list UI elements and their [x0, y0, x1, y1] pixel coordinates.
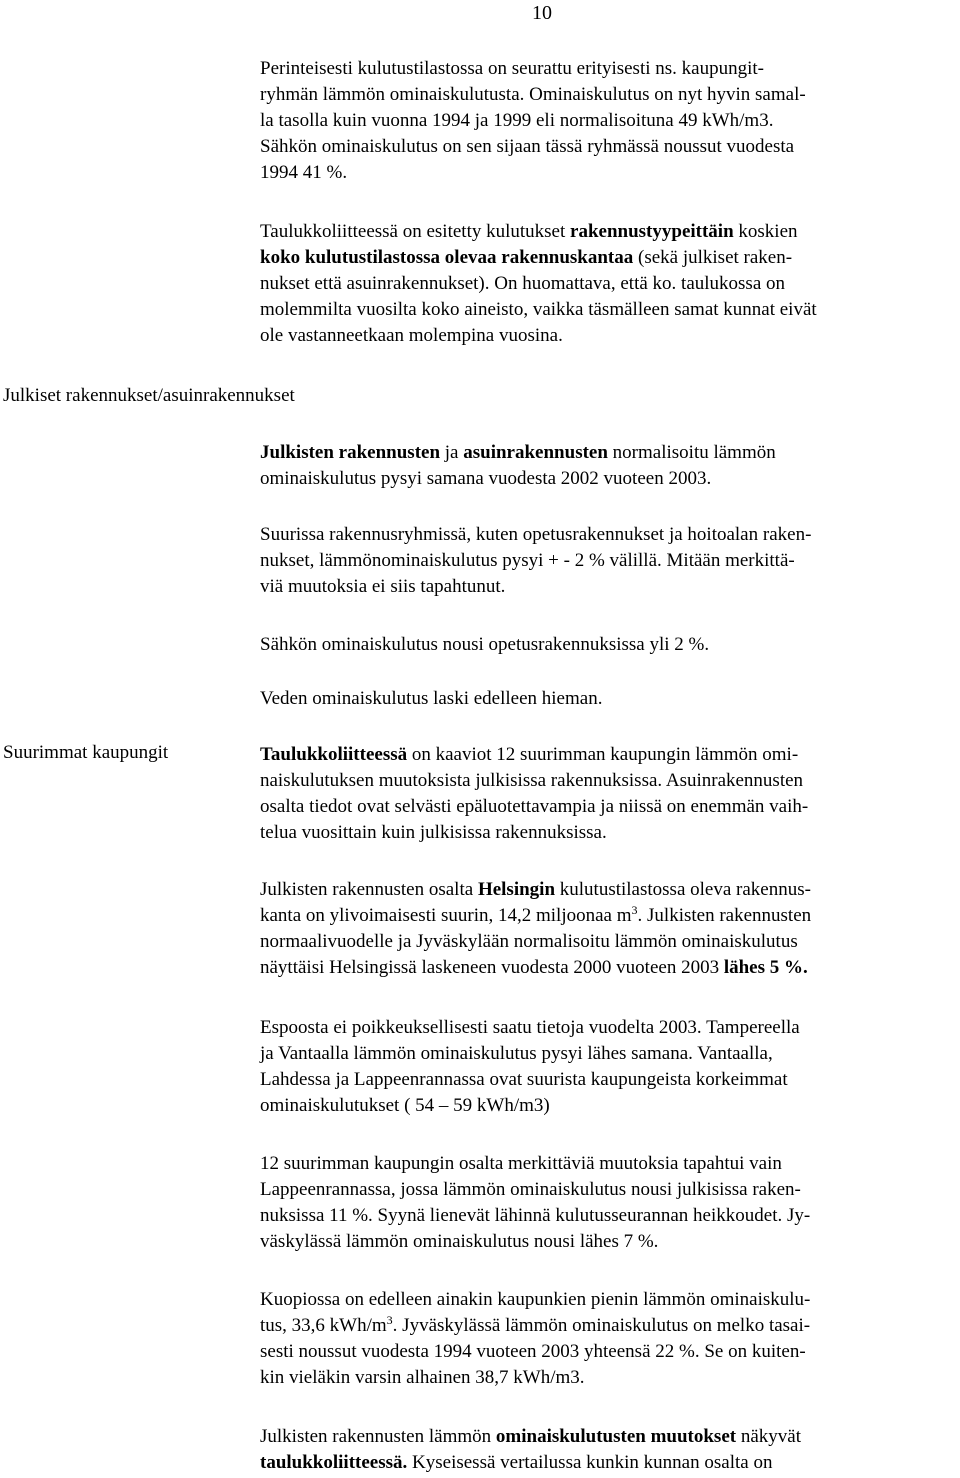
text-run: . Jyväskylässä lämmön ominaiskulutus on melko tasai-	[392, 1315, 811, 1336]
text-run: Lappeenrannassa, jossa lämmön ominaiskulutus nousi julkisissa raken-	[260, 1179, 801, 1200]
text-line	[260, 1015, 960, 1041]
bold-text: Helsingin	[477, 879, 556, 900]
text-line	[260, 56, 960, 82]
text-line	[260, 466, 960, 492]
bold-text: Taulukkoliitteessä	[260, 744, 408, 765]
text-run: nukset, lämmönominaiskulutus pysyi + - 2 % välillä. Mitään merkittä-	[260, 550, 795, 571]
paragraph-espoo-tampere	[260, 1015, 960, 1119]
paragraph-julkiset-asuin	[260, 440, 960, 492]
text-run: Suurissa rakennusryhmissä, kuten opetusrakennukset ja hoitoalan raken-	[260, 524, 812, 545]
text-run: Perinteisesti kulutustilastossa on seurattu erityisesti ns. kaupungit-	[260, 58, 764, 79]
paragraph-sahko	[260, 632, 960, 658]
text-run: on kaaviot 12 suurimman kaupungin lämmön omi-	[407, 744, 799, 765]
text-run: normalisoitu lämmön	[607, 442, 776, 463]
paragraph-rakennusryhmat	[260, 522, 960, 600]
text-line	[260, 82, 960, 108]
text-run: 12 suurimman kaupungin osalta merkittäviä muutoksia tapahtui vain	[260, 1153, 782, 1174]
text-run: tus, 33,6 kWh/m	[260, 1315, 387, 1336]
text-line	[260, 929, 960, 955]
text-line	[260, 1313, 960, 1339]
text-run: koskien	[733, 221, 798, 242]
text-line	[260, 1450, 960, 1476]
text-run: osalta tiedot ovat selvästi epäluotettavampia ja niissä on enemmän vaih-	[260, 796, 809, 817]
text-line	[260, 1365, 960, 1391]
text-line	[260, 323, 960, 349]
text-run: ominaiskulutukset ( 54 – 59 kWh/m3)	[260, 1095, 550, 1116]
text-run: telua vuosittain kuin julkisissa rakennuksissa.	[260, 822, 607, 843]
text-line	[260, 820, 960, 846]
text-run: näyttäisi Helsingissä laskeneen vuodesta 2000 vuoteen 2003	[260, 957, 724, 978]
text-line	[260, 297, 960, 323]
text-run: naiskulutuksen muutoksista julkisissa rakennuksissa. Asuinrakennusten	[260, 770, 804, 791]
bold-text: ominaiskulutusten muutokset	[495, 1426, 737, 1447]
text-run: ja Vantaalla lämmön ominaiskulutus pysyi lähes samana. Vantaalla,	[260, 1043, 773, 1064]
text-line	[260, 574, 960, 600]
bold-text: lähes 5 %.	[723, 957, 808, 978]
bold-text: taulukkoliitteessä.	[260, 1452, 408, 1473]
superscript: 3	[631, 903, 638, 917]
text-line	[260, 1177, 960, 1203]
text-run: la tasolla kuin vuonna 1994 ja 1999 eli normalisoituna 49 kWh/m3.	[260, 110, 774, 131]
page-number: 10	[532, 2, 552, 24]
text-line	[260, 522, 960, 548]
text-run: Kyseisessä vertailussa kunkin kunnan osalta on	[407, 1452, 773, 1473]
text-run: Julkisten rakennusten lämmön	[260, 1426, 496, 1447]
text-run: Espoosta ei poikkeuksellisesti saatu tietoja vuodelta 2003. Tampereella	[260, 1017, 800, 1038]
text-run: 1994 41 %.	[260, 162, 348, 183]
paragraph-helsinki	[260, 877, 960, 981]
text-line	[260, 1041, 960, 1067]
text-run: ja	[440, 442, 464, 463]
text-run: . Julkisten rakennusten	[637, 905, 812, 926]
text-line	[260, 1151, 960, 1177]
text-run: ryhmän lämmön ominaiskulutusta. Ominaiskulutus on nyt hyvin samal-	[260, 84, 806, 105]
superscript: 3	[386, 1313, 393, 1327]
text-run: Kuopiossa on edelleen ainakin kaupunkien pienin lämmön ominaiskulu-	[260, 1289, 811, 1310]
bold-text: koko kulutustilastossa olevaa rakennuskantaa	[260, 247, 634, 268]
paragraph-ominaiskulutusten-muutokset	[260, 1424, 960, 1476]
text-line	[260, 219, 960, 245]
bold-text: asuinrakennusten	[463, 442, 608, 463]
text-line	[260, 108, 960, 134]
side-heading-julkiset-rakennukset: Julkiset rakennukset/asuinrakennukset	[3, 385, 295, 406]
text-run: Lahdessa ja Lappeenrannassa ovat suurista kaupungeista korkeimmat	[260, 1069, 788, 1090]
text-run: molemmilta vuosilta koko aineisto, vaikka täsmälleen samat kunnat eivät	[260, 299, 817, 320]
text-run: ominaiskulutus pysyi samana vuodesta 2002 vuoteen 2003.	[260, 468, 712, 489]
paragraph-kuopio	[260, 1287, 960, 1391]
text-line	[260, 794, 960, 820]
text-line	[260, 271, 960, 297]
text-run: Julkisten rakennusten osalta	[260, 879, 478, 900]
text-line	[260, 1339, 960, 1365]
text-line	[260, 686, 960, 712]
text-line	[260, 877, 960, 903]
paragraph-muutokset	[260, 1151, 960, 1255]
text-line	[260, 632, 960, 658]
paragraph-kaaviot	[260, 742, 960, 846]
text-run: nuksissa 11 %. Syynä lienevät lähinnä kulutusseurannan heikkoudet. Jy-	[260, 1205, 811, 1226]
text-run: viä muutoksia ei siis tapahtunut.	[260, 576, 506, 597]
text-run: normaalivuodelle ja Jyväskylään normalisoitu lämmön ominaiskulutus	[260, 931, 798, 952]
text-run: kin vieläkin varsin alhainen 38,7 kWh/m3.	[260, 1367, 585, 1388]
text-run: (sekä julkiset raken-	[633, 247, 793, 268]
text-run: Sähkön ominaiskulutus nousi opetusrakennuksissa yli 2 %.	[260, 634, 710, 655]
text-line	[260, 768, 960, 794]
text-line	[260, 1287, 960, 1313]
text-line	[260, 1067, 960, 1093]
text-run: ole vastanneetkaan molempina vuosina.	[260, 325, 563, 346]
text-run: näkyvät	[736, 1426, 801, 1447]
bold-text: rakennustyypeittäin	[570, 221, 734, 242]
text-run: kanta on ylivoimaisesti suurin, 14,2 miljoonaa m	[260, 905, 632, 926]
paragraph-vesi	[260, 686, 960, 712]
text-run: väskylässä lämmön ominaiskulutus nousi lähes 7 %.	[260, 1231, 659, 1252]
text-run: Taulukkoliitteessä on esitetty kulutukset	[260, 221, 571, 242]
text-run: nukset että asuinrakennukset). On huomattava, että ko. taulukossa on	[260, 273, 786, 294]
text-line	[260, 134, 960, 160]
text-line	[260, 245, 960, 271]
text-line	[260, 1203, 960, 1229]
text-line	[260, 1424, 960, 1450]
side-heading-suurimmat-kaupungit: Suurimmat kaupungit	[3, 742, 169, 763]
text-run: sesti noussut vuodesta 1994 vuoteen 2003 yhteensä 22 %. Se on kuiten-	[260, 1341, 806, 1362]
text-line	[260, 1229, 960, 1255]
text-run: Sähkön ominaiskulutus on sen sijaan tässä ryhmässä noussut vuodesta	[260, 136, 795, 157]
text-line	[260, 903, 960, 929]
text-run: Veden ominaiskulutus laski edelleen hieman.	[260, 688, 603, 709]
text-line	[260, 440, 960, 466]
text-line	[260, 742, 960, 768]
paragraph-taulukkoliite-intro	[260, 219, 960, 349]
text-line	[260, 160, 960, 186]
text-line	[260, 1093, 960, 1119]
text-run: kulutustilastossa oleva rakennus-	[555, 879, 811, 900]
bold-text: Julkisten rakennusten	[260, 442, 441, 463]
text-line	[260, 548, 960, 574]
text-line	[260, 955, 960, 981]
paragraph-kaupunkiryhma	[260, 56, 960, 186]
